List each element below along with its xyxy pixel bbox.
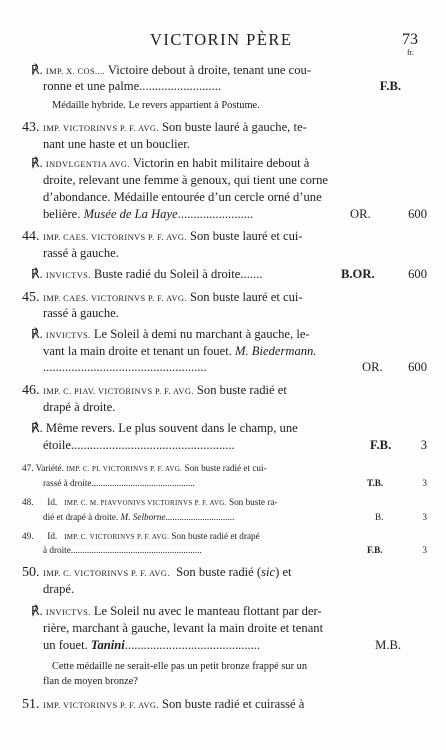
entry-50: 50. IMP. C. VICTORINVS P. F. AVG. Son buste radié (sic) et	[22, 565, 292, 580]
text-line: un fouet. Tanini........................................... M.B.	[43, 638, 401, 652]
text-line: à droite......................................................... F.B. 3	[43, 543, 427, 558]
note-line: Cette médaille ne serait-elle pas un petit bronze frappé sur un	[52, 661, 308, 672]
text-line: belière. Musée de La Haye........................ OR. 600	[43, 207, 427, 221]
text-line: ℟. INDVLGENTIA AVG. Victorin en habit militaire debout à	[31, 156, 310, 170]
entry-44: 44. IMP. CAES. VICTORINVS P. F. AVG. Son buste lauré et cui-	[22, 229, 303, 244]
text-line: rière, marchant à gauche, levant la main droite et tenant	[43, 621, 324, 635]
text-line: ronne et une palme.......................... F.B.	[43, 79, 401, 93]
running-title: VICTORIN PÈRE	[150, 30, 293, 49]
text-line: rassé à droite............................................. T.B. 3	[43, 476, 427, 491]
text-line: rassé à gauche.	[43, 246, 119, 260]
entry-51: 51. IMP. VICTORINVS P. F. AVG. Son buste radié et cuirassé à	[22, 697, 305, 712]
text-line: ℟. Même revers. Le plus souvent dans le champ, une	[31, 421, 298, 435]
text-line: ℟. INVICTVS. Buste radié du Soleil à droite....... B.OR. 600	[31, 267, 427, 281]
entry-48: 48. Id. IMP. C. M. PIAVVONIVS VICTORINVS P. F. AVG. Son buste ra-	[22, 497, 278, 507]
entry-43: 43. IMP. VICTORINVS P. F. AVG. Son buste lauré à gauche, te-	[22, 120, 307, 135]
text-line: dié et drapé à droite. M. Selborne.............................. B. 3	[43, 510, 427, 525]
note-line: Médaille hybride. Le revers appartient à Postume.	[52, 100, 260, 111]
text-line: ℟. INVICTVS. Le Soleil nu avec le manteau flottant par der-	[31, 604, 322, 618]
text-line: drapé à droite.	[43, 400, 116, 414]
fr-label: fr.	[407, 48, 414, 57]
entry-49: 49. Id. IMP. C. VICTORINVS P. F. AVG. Son buste radié et drapé	[22, 531, 260, 541]
text-line: .................................................... OR. 600	[43, 360, 427, 374]
entry-47: 47. Variété. IMP. C. PI. VICTORINVS P. F. AVG. Son buste radié et cui-	[22, 463, 267, 473]
text-line: ℟. INVICTVS. Le Soleil à demi nu marchant à gauche, le-	[31, 327, 310, 341]
text-line: nant une haste et un bouclier.	[43, 137, 190, 151]
entry-45: 45. IMP. CAES. VICTORINVS P. F. AVG. Son buste lauré et cui-	[22, 290, 303, 305]
text-line: étoile.................................................... F.B. 3	[43, 438, 427, 452]
page-number: 73	[402, 31, 418, 48]
text-line: droite, relevant une femme à genoux, qui tient une corne	[43, 173, 329, 187]
text-line: drapé.	[43, 582, 75, 596]
entry-46: 46. IMP. C. PIAV. VICTORINVS P. F. AVG. Son buste radié et	[22, 383, 287, 398]
text-line: rassé à gauche.	[43, 306, 119, 320]
text-line: ℟. IMP. X. COS.... Victoire debout à droite, tenant une cou-	[31, 63, 312, 77]
text-line: d’abondance. Médaille entourée d’un cercle orné d’une	[43, 190, 322, 204]
note-line: flan de moyen bronze?	[43, 676, 138, 687]
text-line: vant la main droite et tenant un fouet. M. Biedermann.	[43, 344, 317, 358]
